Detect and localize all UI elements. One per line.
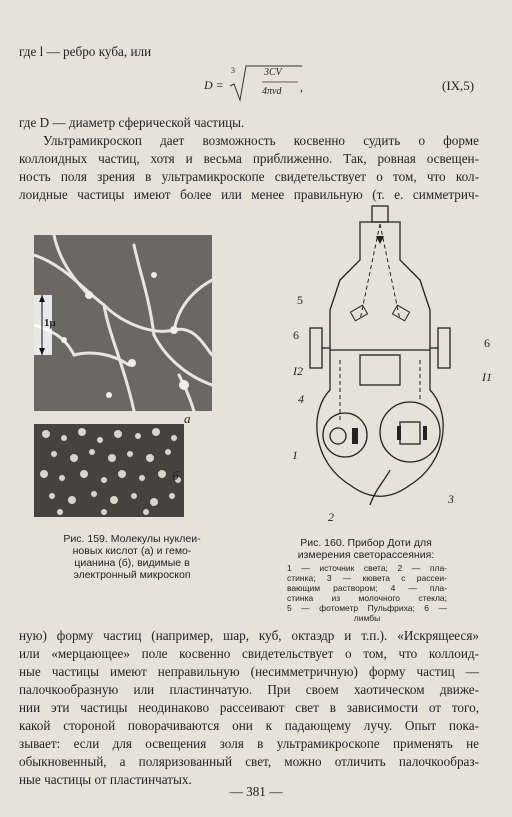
- para-1-line: лоидные частицы имеют более или менее правильную (т. е. симметрич-: [19, 187, 479, 202]
- formula-root-index: 3: [231, 66, 235, 75]
- formula-ix-5: [200, 62, 490, 106]
- diagram-label-6-right: 6: [484, 336, 490, 350]
- diagram-label-4: 4: [298, 392, 304, 406]
- diagram-label-6-left: 6: [293, 328, 299, 342]
- formula-numerator: 3CV: [264, 67, 282, 78]
- para-2-line: ную) форму частиц (например, шар, куб, октаэдр и т.п.). «Искрящееся»: [19, 628, 479, 643]
- caption-line: цианина (б), видимые в: [74, 557, 190, 569]
- scale-bar-label: 1μ: [44, 317, 56, 329]
- formula-tail: ,: [300, 80, 303, 94]
- legend-line: 1 — источник света; 2 — пла-: [287, 563, 447, 573]
- caption-line: новых кислот (а) и гемо-: [72, 545, 192, 557]
- legend-line: стинка из молочного стекла;: [287, 593, 447, 603]
- figure-159-caption: [42, 533, 222, 581]
- paragraph-2: [19, 627, 479, 789]
- formula-number: (IX,5): [442, 78, 475, 93]
- para-2-line: какой стороной поворачиваются они к падающему лучу. Опыт пока-: [19, 718, 479, 733]
- legend-line: 5 — фотометр Пульфриха; 6 —: [287, 603, 447, 613]
- caption-line: электронный микроскоп: [73, 569, 191, 581]
- para-2-line: нии эти частицы неодинаково рассеивают свет в зависимости от того,: [19, 700, 479, 715]
- diagram-label-2: 2: [328, 510, 334, 524]
- caption-line: измерения светорассеяния:: [297, 549, 435, 561]
- text-line-1: где l — ребро куба, или: [19, 44, 152, 59]
- para-2-line: палочкообразную или пластинчатую. При своем хаотическом движе-: [19, 682, 479, 697]
- para-1-line: коллоидных частиц, хотя и весьма приближенно. Так, ровная освещен-: [19, 151, 479, 166]
- paragraph-1: [19, 132, 479, 204]
- legend-line: стинка; 3 — кювета с рассеи-: [287, 573, 447, 583]
- panel-a-label: а: [184, 411, 191, 426]
- page-number: — 381 —: [229, 784, 283, 799]
- nucleic-acid-strands: [34, 235, 212, 411]
- diagram-label-3: 3: [448, 492, 454, 506]
- legend-line: лимбы: [353, 613, 381, 623]
- caption-line: Рис. 159. Молекулы нуклеи-: [63, 533, 201, 545]
- para-2-line: зывает: если для освещения золя в ультрамикроскопе применять не: [19, 736, 479, 751]
- legend-line: вающим раствором; 4 — пла-: [287, 583, 447, 593]
- formula-denominator: 4πνd: [262, 86, 282, 97]
- diagram-label-5: 5: [297, 293, 303, 307]
- para-1-line: Ультрамикроскоп дает возможность косвенно судить о форме: [43, 133, 479, 148]
- figure-160-legend: [287, 563, 447, 623]
- diagram-label-i1: I1: [482, 370, 492, 384]
- para-2-line: обыкновенный, а поляризованный свет, можно отличить палочкообраз-: [19, 754, 479, 769]
- figure-160-caption: [282, 537, 450, 561]
- panel-b-label: б: [172, 468, 179, 483]
- diagram-label-1: 1: [292, 448, 298, 462]
- para-2-line: ные частицы имеют неправильную (несимметричную) форму частиц —: [19, 664, 479, 679]
- diagram-label-i2: I2: [293, 364, 303, 378]
- para-2-line: ные частицы от пластинчатых.: [19, 772, 192, 787]
- formula-lhs: D =: [204, 78, 224, 92]
- micrograph-a: [34, 235, 212, 411]
- para-1-line: ность поля зрения в ультрамикроскопе свидетельствует о том, что кол-: [19, 169, 479, 184]
- text-line-2: где D — диаметр сферической частицы.: [19, 115, 245, 130]
- doty-apparatus-diagram: [290, 200, 490, 520]
- micrograph-b: [34, 424, 184, 517]
- hemocyanin-particles: [34, 424, 184, 517]
- caption-line: Рис. 160. Прибор Доти для: [300, 537, 432, 549]
- para-2-line: или «мерцающее» поле косвенно свидетельствует о том, что коллоид-: [19, 646, 479, 661]
